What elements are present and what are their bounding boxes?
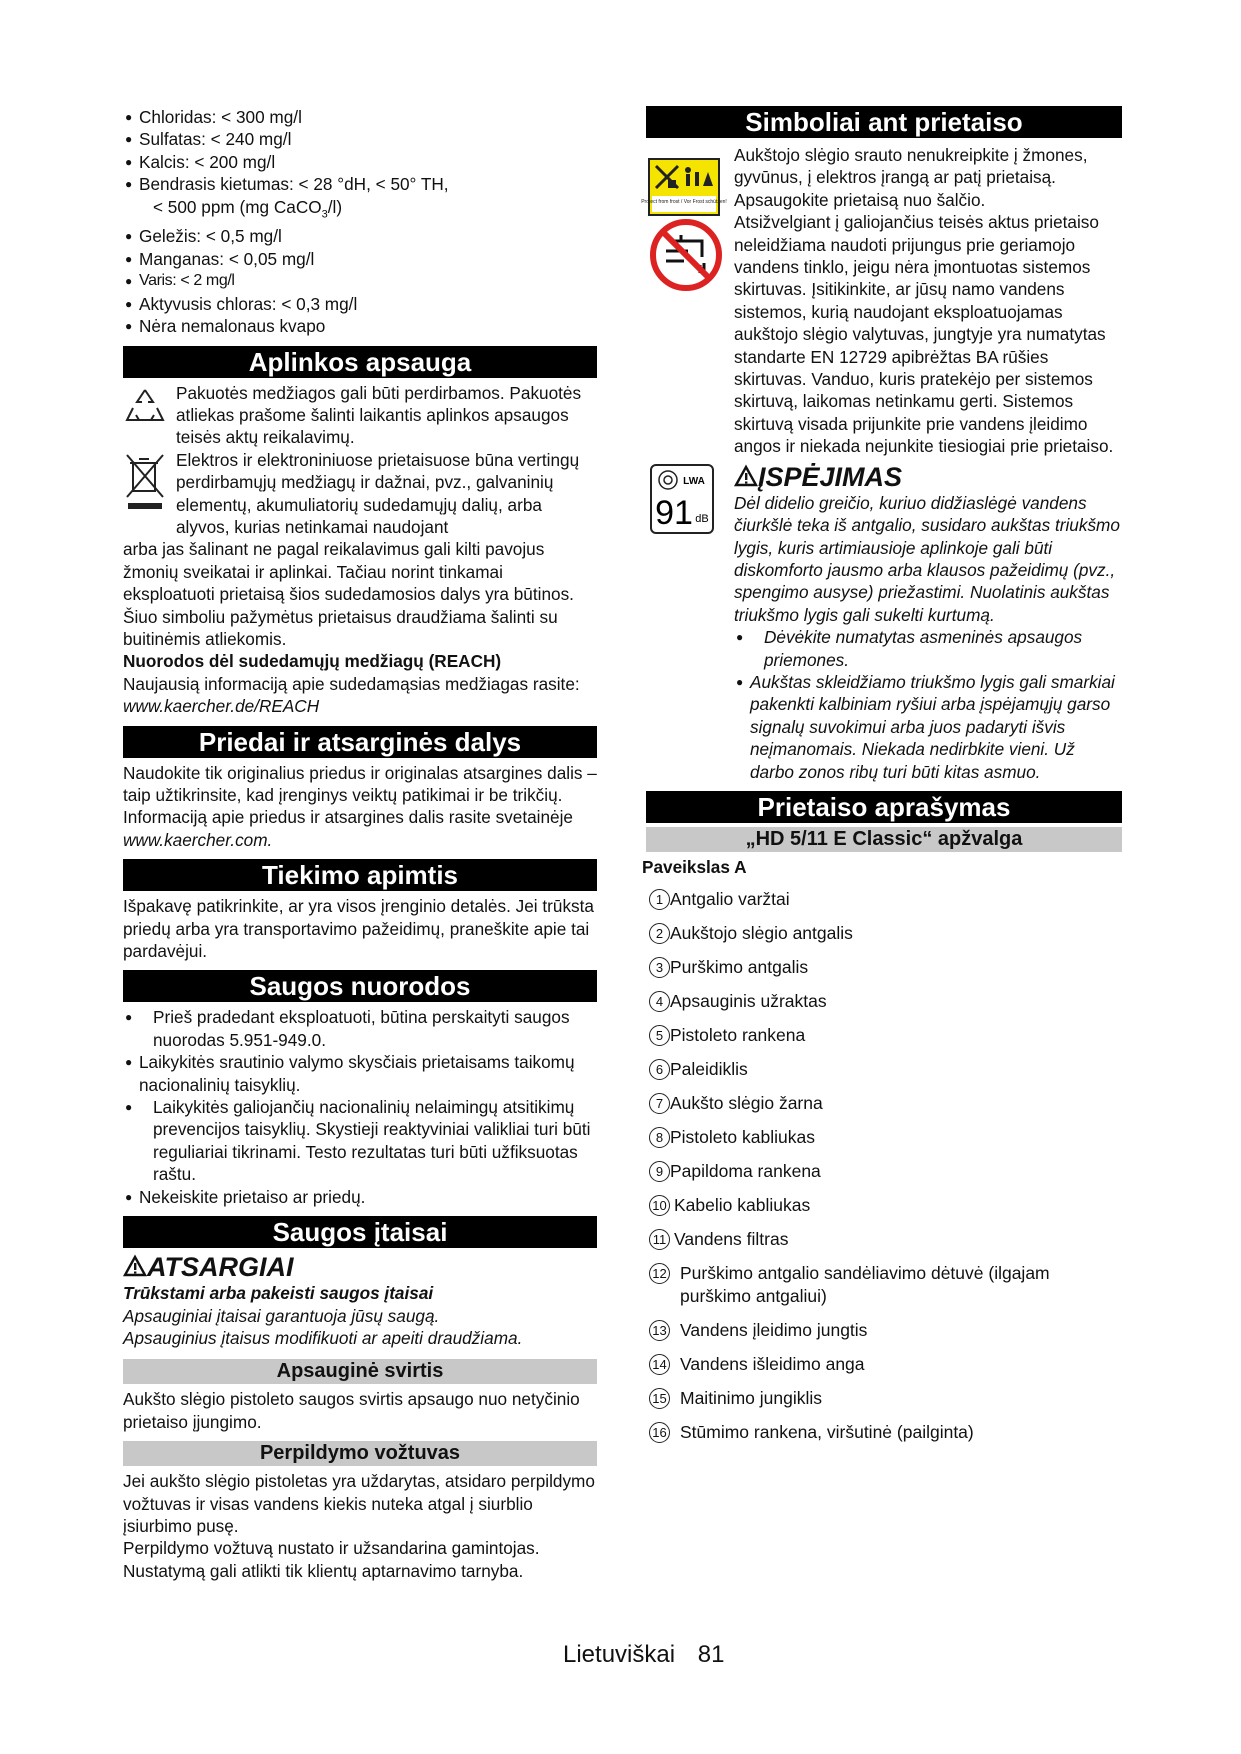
recycle-icon bbox=[123, 386, 167, 435]
parts-list bbox=[646, 888, 1122, 1444]
part-number-badge: 15 bbox=[649, 1388, 670, 1409]
section-title-accessories: Priedai ir atsarginės dalys bbox=[123, 726, 597, 758]
part-number-badge: 10 bbox=[649, 1195, 670, 1216]
part-label: Stūmimo rankena, viršutinė (pailginta) bbox=[680, 1422, 974, 1443]
water-spec-list bbox=[123, 106, 597, 338]
part-label: Purškimo antgalis bbox=[670, 957, 809, 978]
list-item: ● Laikykitės galiojančių nacionalinių nelaimingų atsitikimų prevencijos taisyklių. Skystieji reaktyviniai valikliai turi būti reguliariai tikrinami. Testo rezultatas turi būti užfiksuotas raštu. bbox=[123, 1096, 597, 1186]
caution-subtitle: Trūkstami arba pakeisti saugos įtaisai bbox=[123, 1283, 434, 1304]
list-item: ● Manganas: < 0,05 mg/l bbox=[123, 248, 597, 270]
subsection-title-overview: „HD 5/11 E Classic“ apžvalga bbox=[646, 827, 1122, 852]
part-item bbox=[646, 956, 1122, 979]
part-number-badge: 6 bbox=[649, 1059, 670, 1080]
caution-title: ATSARGIAI bbox=[147, 1252, 294, 1283]
part-number-badge: 14 bbox=[649, 1354, 670, 1375]
part-label: Aukšto slėgio žarna bbox=[670, 1093, 823, 1114]
symbol-water-text: Atsižvelgiant į galiojančius teisės aktus prietaiso neleidžiama naudoti prijungus prie geriamojo vandens tinklo, jeigu nėra įmontuotas sistemos skirtuvas. Įsitikinkite, ar jūsų namo vandens sistemos, kurią naudojant eksploatuojamas aukštojo slėgio valytuvas, jungtyje yra numatytas standarte EN 12729 apibrėžtas BA rūšies skirtuvas. Vanduo, kuris pratekėjo per sistemos skirtuvą, laikomas netinkamu gerti. Sistemos skirtuvą visada prijunkite prie vandens įleidimo angos ir niekada nejunkite tiesiogiai prie prietaiso. bbox=[734, 212, 1114, 457]
part-item bbox=[646, 1160, 1122, 1183]
part-number-badge: 3 bbox=[649, 957, 670, 978]
list-item: ● Varis: < 2 mg/l bbox=[123, 270, 597, 292]
valve-text: Perpildymo vožtuvą nustato ir užsandarina gamintojas. Nustatymą gali atlikti tik klientų aptarnavimo tarnyba. bbox=[123, 1538, 540, 1581]
warning-title: ĮSPĖJIMAS bbox=[758, 461, 903, 492]
safety-list bbox=[123, 1006, 597, 1208]
symbol-jet-block bbox=[641, 144, 1122, 211]
symbol-frost-text: Apsaugokite prietaisą nuo šalčio. bbox=[734, 189, 986, 210]
part-label: Antgalio varžtai bbox=[670, 889, 790, 910]
part-item bbox=[646, 1387, 1122, 1410]
list-item: ● Aukštas skleidžiamo triukšmo lygis gali smarkiai pakenkti kalbiniam ryšiui arba įspėjamųjų garso signalų suvokimui arba juos padaryti išvis neįmanomais. Niekada nedirbkite vieni. Už darbo zonos ribų turi būti kitas asmuo. bbox=[734, 671, 1122, 783]
weee-block bbox=[123, 449, 597, 539]
recycle-block bbox=[123, 382, 597, 449]
symbol-water-block bbox=[646, 211, 1122, 457]
warning-text: Dėl didelio greičio, kuriuo didžiaslėgė vandens čiurkšlė teka iš antgalio, susidaro aukštas triukšmo lygis, kuris artimiausioje aplinkoje gali būti diskomforto jausmo arba klausos pažeidimų (pvz., spengimo ausyse) priežastimi. Nuolatinis aukštas triukšmo lygis gali sukelti kurtumą. bbox=[734, 492, 1120, 625]
part-label: Papildoma rankena bbox=[670, 1161, 821, 1182]
footer-language: Lietuviškai bbox=[563, 1641, 676, 1668]
part-number-badge: 9 bbox=[649, 1161, 670, 1182]
lwa-text: LWA bbox=[683, 475, 705, 487]
part-item bbox=[646, 922, 1122, 945]
section-title-symbols: Simboliai ant prietaiso bbox=[646, 106, 1122, 138]
part-label: Vandens išleidimo anga bbox=[680, 1354, 865, 1375]
part-item bbox=[646, 1092, 1122, 1115]
part-number-badge: 16 bbox=[649, 1422, 670, 1443]
reach-title: Nuorodos dėl sudedamųjų medžiagų (REACH) bbox=[123, 651, 502, 672]
accessories-text: Naudokite tik originalius priedus ir originalas atsargines dalis – taip užtikrinsite, kad įrenginys veiktų patikimai ir be trikčių. bbox=[123, 762, 597, 805]
part-item bbox=[646, 990, 1122, 1013]
reach-text bbox=[123, 673, 597, 718]
section-title-supply: Tiekimo apimtis bbox=[123, 859, 597, 891]
noise-unit: dB bbox=[695, 512, 709, 525]
part-item bbox=[646, 1262, 1122, 1308]
kaercher-link[interactable]: www.kaercher.com. bbox=[123, 829, 273, 850]
part-label: Pistoleto kabliukas bbox=[670, 1127, 815, 1148]
list-item: ● Bendrasis kietumas: < 28 °dH, < 50° TH, bbox=[123, 173, 597, 195]
subscript: 3 bbox=[321, 208, 328, 221]
list-item: ● Chloridas: < 300 mg/l bbox=[123, 106, 597, 128]
caution-line: Apsauginius įtaisus modifikuoti ar apeiti draudžiama. bbox=[123, 1327, 523, 1348]
section-title-safety: Saugos nuorodos bbox=[123, 970, 597, 1002]
symbol-jet-text: Aukštojo slėgio srauto nenukreipkite į žmones, gyvūnus, į elektros įrangą ar patį prietaisą. bbox=[734, 145, 1088, 188]
list-item bbox=[123, 1051, 597, 1096]
caution-line: Apsauginiai įtaisai garantuoja jūsų saugą. bbox=[123, 1305, 440, 1326]
warning-list bbox=[646, 626, 1122, 783]
part-label: Apsauginis užraktas bbox=[670, 991, 827, 1012]
part-label: Kabelio kabliukas bbox=[674, 1195, 811, 1216]
valve-text: Jei aukšto slėgio pistoletas yra uždarytas, atsidaro perpildymo vožtuvas ir visas vandens kiekis nuteka atgal į siurblio įsiurbimo pusę. bbox=[123, 1471, 595, 1536]
reach-link[interactable]: www.kaercher.de/REACH bbox=[123, 696, 320, 717]
part-number-badge: 1 bbox=[649, 889, 670, 910]
no-drinking-water-icon bbox=[648, 217, 724, 298]
section-title-environment: Aplinkos apsauga bbox=[123, 346, 597, 378]
page-footer bbox=[563, 1640, 740, 1670]
list-item: ● Prieš pradedant eksploatuoti, būtina perskaityti saugos nuorodas 5.951-949.0. bbox=[123, 1006, 597, 1051]
caution-heading bbox=[123, 1252, 597, 1282]
part-item bbox=[646, 1126, 1122, 1149]
part-label: Vandens filtras bbox=[674, 1229, 789, 1250]
section-title-safety-devices: Saugos įtaisai bbox=[123, 1216, 597, 1248]
part-number-badge: 8 bbox=[649, 1127, 670, 1148]
text: < 500 ppm (mg CaCO bbox=[153, 196, 322, 217]
part-number-badge: 2 bbox=[649, 923, 670, 944]
part-item bbox=[646, 1194, 1122, 1217]
subsection-title-valve: Perpildymo vožtuvas bbox=[123, 1441, 597, 1466]
list-item: ● Dėvėkite numatytas asmeninės apsaugos priemones. bbox=[734, 626, 1122, 671]
right-column bbox=[641, 106, 1122, 1455]
accessories-info bbox=[123, 806, 597, 851]
part-item bbox=[646, 1421, 1122, 1444]
part-number-badge: 5 bbox=[649, 1025, 670, 1046]
noise-level-label bbox=[650, 464, 714, 539]
weee-text: Elektros ir elektroniniuose prietaisuose būna vertingų perdirbamųjų medžiagų ir dažnai, pvz., galvaninių elementų, akumuliatorių sudedamųjų dalių, arba alyvos, kurias netinkamai naudojant bbox=[176, 449, 580, 537]
part-item bbox=[646, 1228, 1122, 1251]
part-item bbox=[646, 1058, 1122, 1081]
part-label: Paleidiklis bbox=[670, 1059, 748, 1080]
part-label: Maitinimo jungiklis bbox=[680, 1388, 822, 1409]
part-label: Purškimo antgalio sandėliavimo dėtuvė (ilgajam purškimo antgaliui) bbox=[680, 1263, 1050, 1307]
section-title-description: Prietaiso aprašymas bbox=[646, 791, 1122, 823]
list-item: ● Kalcis: < 200 mg/l bbox=[123, 151, 597, 173]
part-number-badge: 13 bbox=[649, 1320, 670, 1341]
noise-warning-block bbox=[646, 462, 1122, 783]
crossed-bin-icon bbox=[123, 451, 167, 520]
list-item: ● Nekeiskite prietaiso ar priedų. bbox=[123, 1186, 597, 1208]
list-item-continued bbox=[123, 196, 597, 226]
text: Informaciją apie priedus ir atsargines dalis rasite svetainėje bbox=[123, 807, 573, 828]
subsection-title-lever: Apsauginė svirtis bbox=[123, 1359, 597, 1384]
part-item bbox=[646, 1024, 1122, 1047]
part-number-badge: 7 bbox=[649, 1093, 670, 1114]
part-item bbox=[646, 888, 1122, 911]
list-item: ● Geležis: < 0,5 mg/l bbox=[123, 225, 597, 247]
list-item: ● Sulfatas: < 240 mg/l bbox=[123, 128, 597, 150]
part-label: Pistoleto rankena bbox=[670, 1025, 806, 1046]
recycle-text: Pakuotės medžiagos gali būti perdirbamos. Pakuotės atliekas prašome šalinti laikantis aplinkos apsaugos teisės aktų reikalavimų. bbox=[176, 382, 582, 448]
warning-triangle-icon bbox=[123, 1252, 147, 1282]
text: Naujausią informaciją apie sudedamąsias medžiagas rasite: bbox=[123, 673, 580, 694]
list-item: ● Aktyvusis chloras: < 0,3 mg/l bbox=[123, 293, 597, 315]
noise-value: 91 bbox=[655, 493, 693, 532]
part-label: Aukštojo slėgio antgalis bbox=[670, 923, 853, 944]
supply-text: Išpakavę patikrinkite, ar yra visos įrenginio detalės. Jei trūksta priedų arba yra transportavimo pažeidimų, praneškite apie tai pardavėjui. bbox=[123, 896, 594, 962]
page-number: 81 bbox=[697, 1641, 725, 1668]
part-item bbox=[646, 1319, 1122, 1342]
part-label: Vandens įleidimo jungtis bbox=[680, 1320, 868, 1341]
warning-heading bbox=[646, 462, 1122, 492]
part-number-badge: 12 bbox=[649, 1263, 670, 1284]
left-column bbox=[123, 106, 597, 1582]
label-text: Protect from frost / Vor Frost schützen! bbox=[641, 199, 727, 205]
weee-text-continued: arba jas šalinant ne pagal reikalavimus gali kilti pavojus žmonių sveikatai ir aplinkai. Tačiau norint tinkamai eksploatuoti prietaisą šios sudedamosios dalys yra būtinos. Šiuo simboliu pažymėtus prietaisus draudžiama šalinti su buitinėmis atliekomis. bbox=[123, 539, 574, 649]
part-number-badge: 4 bbox=[649, 991, 670, 1012]
part-number-badge: 11 bbox=[649, 1229, 670, 1250]
part-item bbox=[646, 1353, 1122, 1376]
text: ● Laikykitės srautinio valymo skysčiais prietaisams taikomų nacionalinių taisyklių. bbox=[139, 1052, 575, 1095]
figure-label: Paveikslas A bbox=[642, 856, 747, 877]
list-item: ● Nėra nemalonaus kvapo bbox=[123, 315, 597, 337]
warning-triangle-icon bbox=[734, 462, 758, 492]
text: /l) bbox=[327, 196, 343, 217]
lever-text: Aukšto slėgio pistoleto saugos svirtis apsaugo nuo netyčinio prietaiso įjungimo. bbox=[123, 1389, 580, 1432]
